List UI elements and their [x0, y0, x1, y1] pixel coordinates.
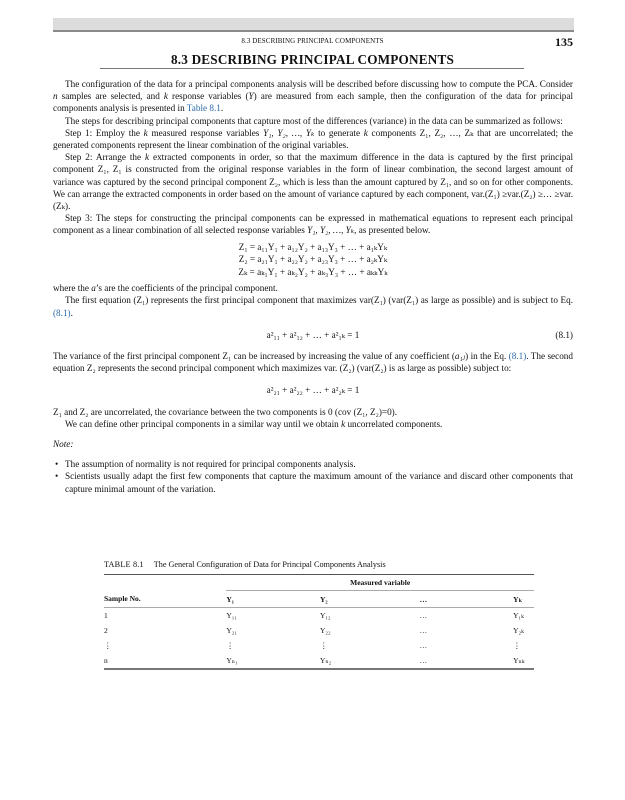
table-cell: … — [419, 611, 428, 620]
text: Step 2: Arrange the — [65, 152, 145, 163]
text: samples are selected, and — [57, 91, 164, 102]
var-Y: Y — [248, 91, 254, 102]
equation-z2: Z₂ = a₂₁Y₁ + a₂₂Y₂ + a₂₃Y₃ + … + a₂ₖYₖ — [238, 254, 388, 265]
table-cell: ⋮ — [319, 641, 328, 650]
var-k: k — [145, 152, 150, 163]
text: where the — [53, 283, 92, 294]
table-8-1-link[interactable]: Table 8.1 — [186, 103, 221, 114]
text: ) are measured from each sample, then the configuration of the data for principal components analysis is presented in — [53, 91, 574, 114]
text: to generate — [314, 127, 364, 138]
var-list: Y₁, Y₂, …, Yₖ — [263, 127, 315, 138]
table-cell: Y₁ₖ — [513, 611, 524, 620]
paragraph-variance — [53, 350, 573, 374]
equation-8-1 — [53, 329, 573, 341]
var-k: k — [363, 127, 368, 138]
running-title: 8.3 DESCRIBING PRINCIPAL COMPONENTS — [241, 37, 384, 45]
section-title: 8.3 DESCRIBING PRINCIPAL COMPONENTS — [171, 52, 454, 67]
paragraph-intro — [53, 78, 573, 115]
table-caption — [104, 560, 534, 569]
eq-8-1-link[interactable]: (8.1) — [53, 307, 71, 318]
table-row — [104, 638, 534, 653]
table-cell: 1 — [104, 611, 108, 620]
text: The configuration of the data for a principal components analysis will be described before discussing how to compute the PCA. Consider — [65, 79, 573, 89]
text: ’s are the coefficients of the principal component. — [95, 283, 278, 294]
paragraph-define — [53, 418, 573, 430]
table-row — [104, 608, 534, 624]
var-k: k — [143, 127, 148, 138]
text: response variables ( — [167, 91, 249, 102]
table-cell: Y₂ₖ — [513, 626, 524, 635]
paragraph-steps-intro: The steps for describing principal components that capture most of the differences (variance) in the data can be summarized as follows: — [65, 115, 563, 126]
table-cell: n — [104, 653, 226, 669]
table-cell: Y₂₁ — [226, 626, 237, 635]
equation-z1: Z₁ = a₁₁Y₁ + a₁₂Y₂ + a₁₃Y₃ + … + a₁ₖYₖ — [238, 241, 388, 252]
note-bullet-list — [53, 458, 573, 495]
text: The first equation (Z₁) represents the first principal component that maximizes var(Z₁) (var(Z₁) as large as possible) and is subject to Eq. — [65, 295, 573, 306]
column-header: Y₂ — [320, 591, 414, 608]
equation-system — [53, 241, 573, 279]
paragraph-uncorrelated: Z₁ and Z₂ are uncorrelated, the covariance between the two components is 0 (cov (Z₁, Z₂)=0). — [53, 406, 398, 417]
table-row — [104, 653, 534, 669]
equation-8-1-body: a²₁₁ + a²₁₂ + … + a²₁ₖ = 1 — [266, 329, 360, 340]
paragraph-step2 — [53, 151, 573, 212]
table-cell: ⋮ — [226, 641, 234, 650]
group-header: Measured variable — [226, 575, 534, 591]
column-header: … — [414, 591, 514, 608]
table-cell: 2 — [104, 626, 108, 635]
table-row — [104, 623, 534, 638]
paragraph-step1 — [53, 127, 573, 151]
paragraph-step3 — [53, 212, 573, 236]
text: components Z₁, Z₂, …, Zₖ that are uncorrelated; the generated components represent the linear combination of the original variables. — [53, 127, 574, 151]
section-rule — [100, 68, 524, 69]
equation-constraint-2 — [53, 384, 573, 396]
eq-8-1-link[interactable]: (8.1) — [508, 350, 527, 361]
text: The variance of the first principal component Z₁ can be increased by increasing the value of any coefficient ( — [53, 350, 455, 361]
data-table — [104, 574, 534, 670]
equation-number: (8.1) — [555, 329, 573, 340]
column-header: Sample No. — [104, 591, 226, 608]
top-gray-bar — [53, 18, 574, 32]
table-cell: Yₙ₁ — [226, 653, 320, 669]
text: , as presented below. — [354, 225, 431, 236]
text: ) in the Eq. — [465, 350, 509, 361]
column-header: Y₁ — [226, 591, 320, 608]
table-cell: ⋮ — [104, 641, 112, 650]
var-k: k — [163, 91, 168, 102]
table-cell: Y₁₁ — [226, 611, 237, 620]
bullet-item: • Scientists usually adapt the first few components that capture the maximum amount of the variance and discard other components that capture minimal amount of the variation. — [65, 470, 573, 494]
paragraph-first-equation — [53, 294, 573, 318]
bullet-item: • The assumption of normality is not required for principal components analysis. — [65, 458, 573, 470]
equation-zk: Zₖ = aₖ₁Y₁ + aₖ₂Y₂ + aₖ₃Y₃ + … + aₖₖYₖ — [238, 266, 388, 277]
text: We can define other principal components in a similar way until we obtain — [65, 418, 342, 429]
table-8-1 — [104, 560, 534, 670]
column-header: Yₖ — [513, 591, 534, 608]
table-cell: Yₙₖ — [513, 653, 534, 669]
empty-header-cell — [104, 575, 226, 591]
var-list: Y₁, Y₂, …, Yₖ — [307, 225, 355, 236]
var-a: a — [91, 283, 96, 294]
text: . The second equation Z₂ represents the second principal component which maximizes var. (Z₂) (var(Z₂) is as large as possible) subject to: — [53, 350, 573, 374]
table-cell: Y₁₂ — [319, 611, 331, 620]
table-cell: ⋮ — [513, 641, 521, 650]
table-cell: … — [419, 641, 428, 650]
table-cell: Yₙ₂ — [320, 653, 414, 669]
var-a1j: a₁ⱼ — [454, 350, 466, 361]
paragraph-where — [53, 282, 573, 294]
table-cell: … — [419, 626, 428, 635]
table-cell: … — [414, 653, 514, 669]
text: . — [70, 307, 73, 318]
text: Step 3: The steps for constructing the principal components can be expressed in mathematical equations to represent each principal component as a linear combination of all selected response variables — [53, 213, 573, 236]
text: extracted components in order, so that the maximum difference in the data is captured by the first principal component Z₁, Z₁ is constructed from the original response variables in the form of linear combination, the second largest amount of variance was captured by the second principal component Z₂, which is less than the amount captured by Z₁, and so on for other components. We can arrange the extracted components in order based on the amount of variance captured by each component, var.(Z₁) ≥var.(Z₂) ≥… ≥var.(Zₖ). — [53, 152, 574, 212]
note-label: Note: — [53, 438, 74, 449]
running-header — [0, 35, 625, 47]
var-n: n — [53, 91, 58, 102]
table-caption-text: The General Configuration of Data for Principal Components Analysis — [153, 560, 386, 569]
table-label: TABLE 8.1 — [104, 560, 144, 569]
var-k: k — [341, 418, 346, 429]
text: uncorrelated components. — [345, 418, 443, 429]
table-cell: Y₂₂ — [319, 626, 331, 635]
equation-constraint-2-body: a²₂₁ + a²₂₂ + … + a²₂ₖ = 1 — [266, 385, 360, 396]
body-text — [53, 78, 573, 495]
text: . — [220, 103, 224, 114]
text: measured response variables — [147, 127, 264, 138]
text: Step 1: Employ the — [65, 127, 144, 138]
page-number: 135 — [555, 35, 573, 49]
